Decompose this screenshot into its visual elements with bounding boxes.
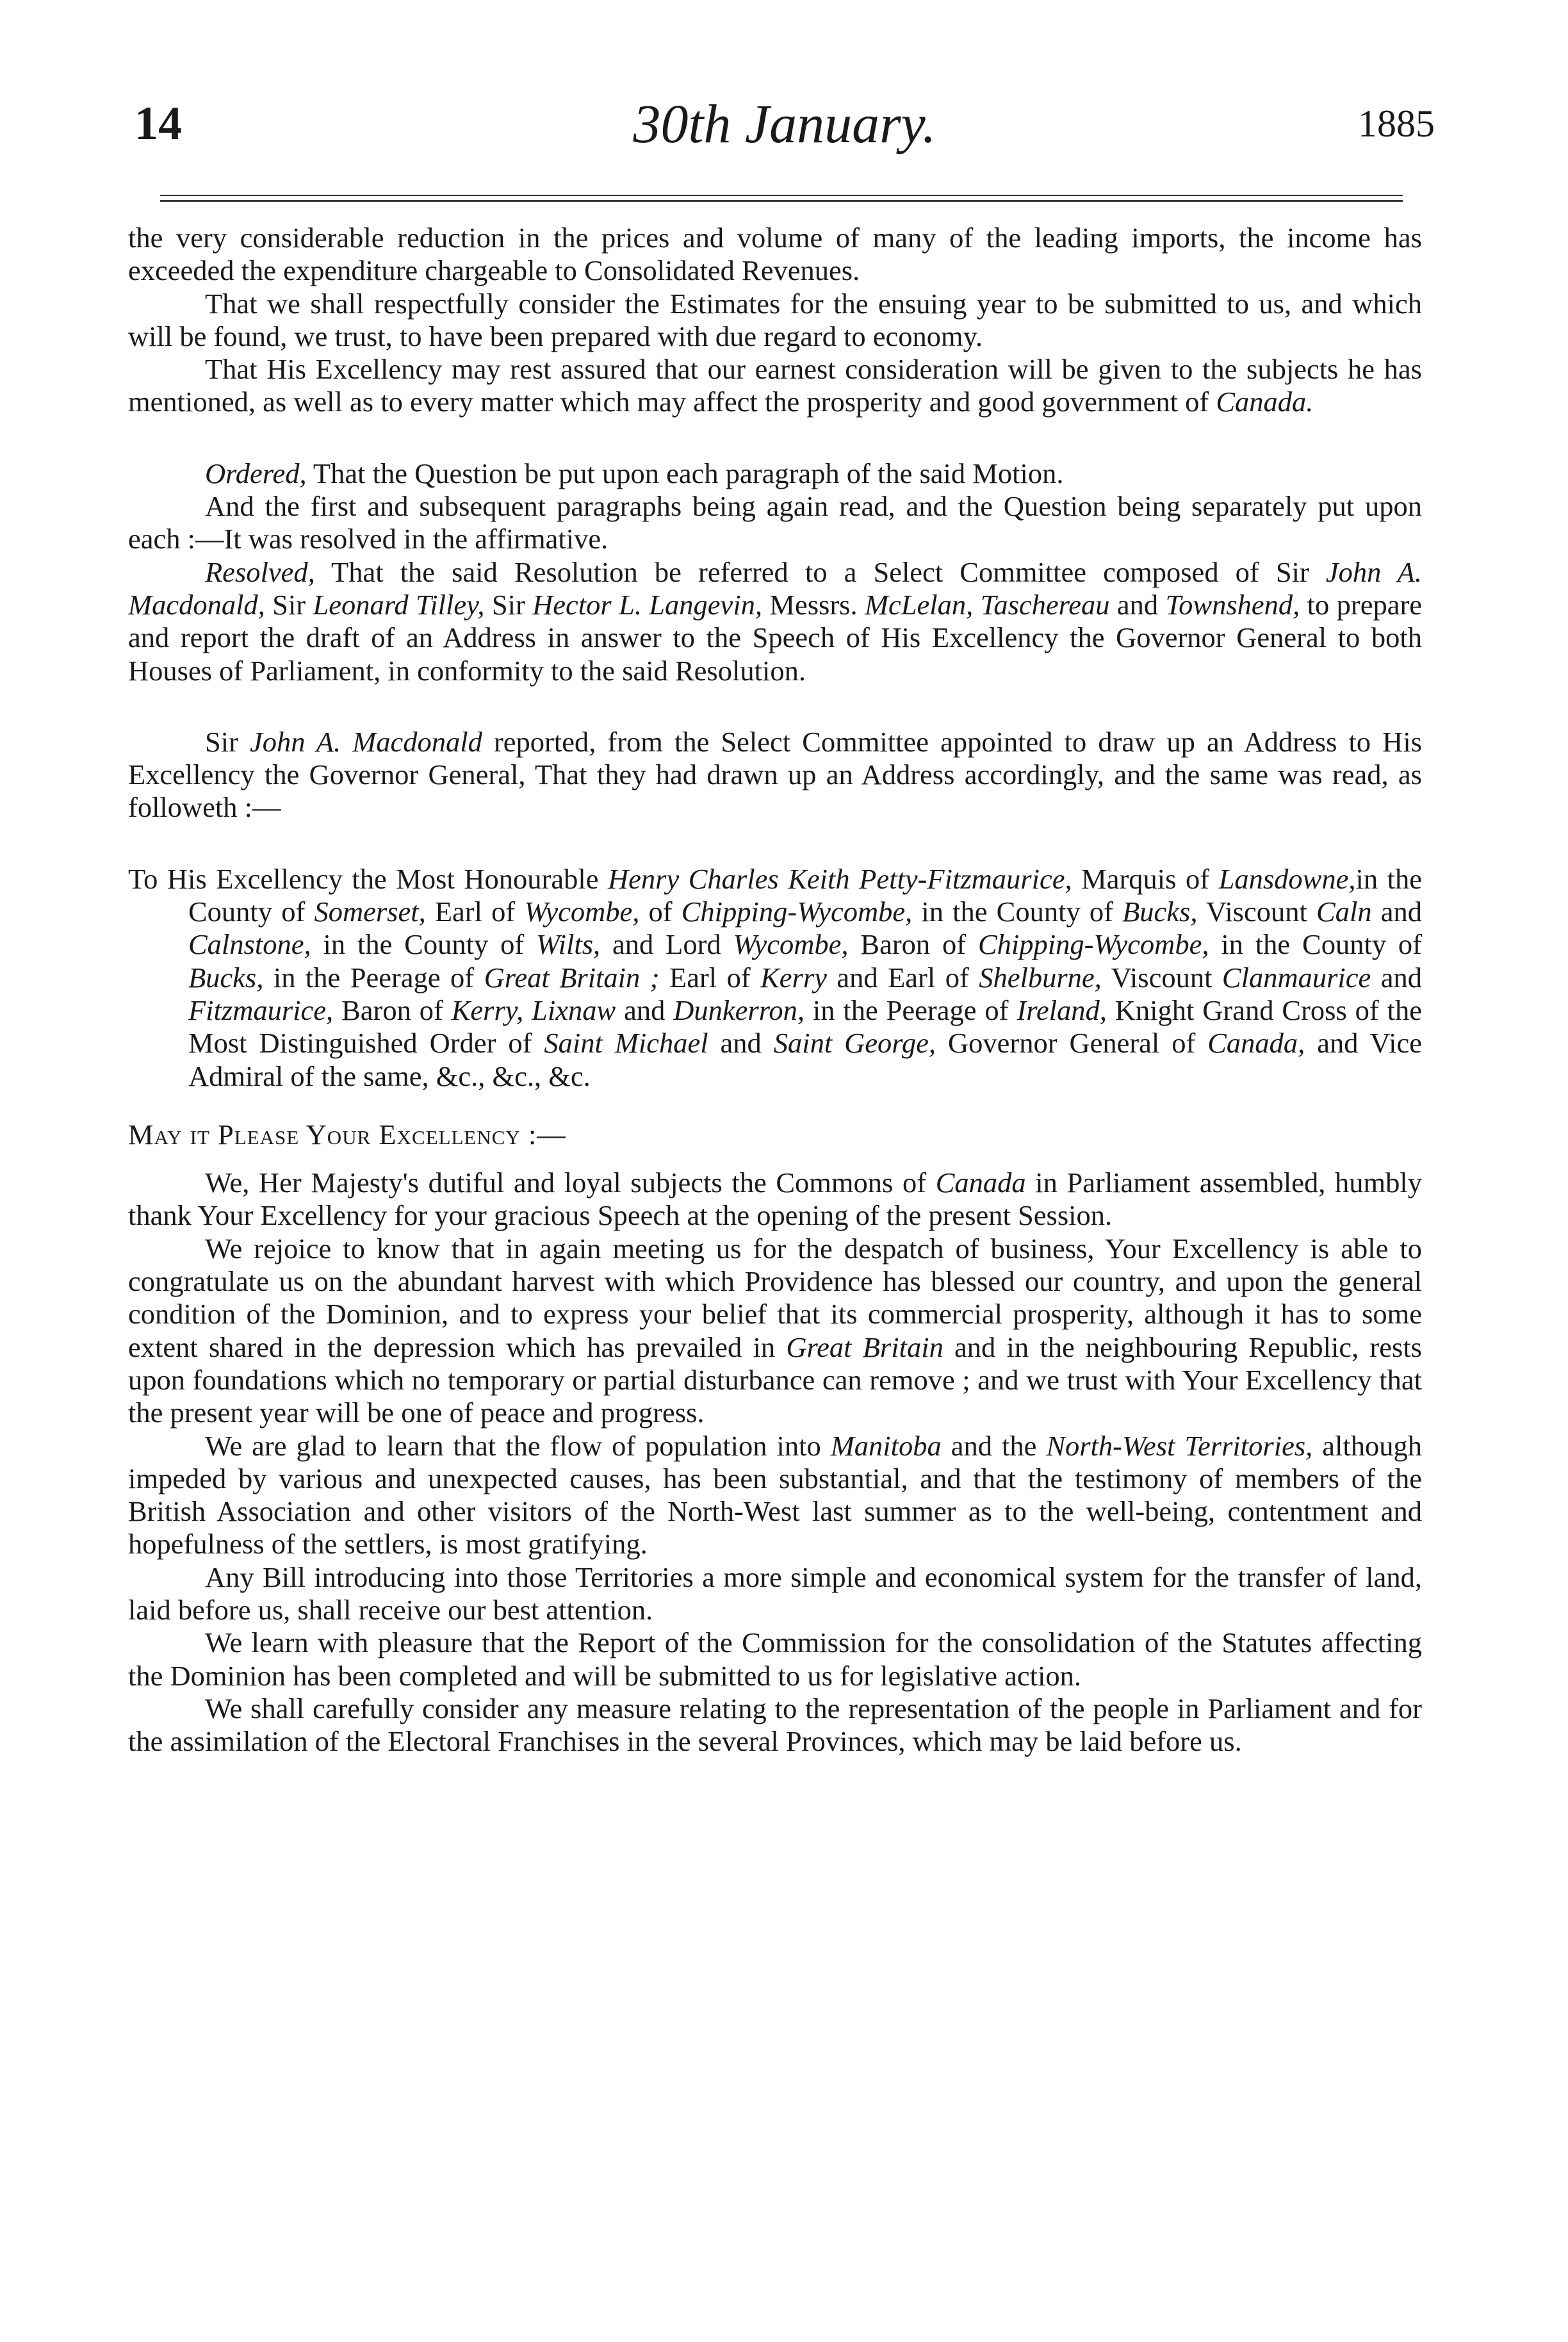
paragraph-harvest: We rejoice to know that in again meeting us for the despatch of business, Your Excellency is able to congratulate us on the abundant harvest with which Providence has blessed our country, and upon the general condition of the Dominion, and to express your belief that its commercial prosperity, although it has to some extent shared in the depression which has prevailed in Great Britain and in the neighbouring Republic, rests upon foundations which no temporary or partial disturbance can remove ; and we trust with Your Excellency that the present year will be one of peace and progress. — [128, 1232, 1422, 1429]
salutation: May it Please Your Excellency :— — [128, 1118, 566, 1151]
running-title: 30th January. — [633, 93, 936, 154]
page-number: 14 — [135, 97, 182, 150]
paragraph-thanks: We, Her Majesty's dutiful and loyal subjects the Commons of Canada in Parliament assembled, humbly thank Your Excellency for your gracious Speech at the opening of the present Session. — [128, 1167, 1422, 1232]
page-body — [128, 222, 1422, 1758]
header-rule — [160, 195, 1403, 202]
paragraph-assurance: That His Excellency may rest assured that our earnest consideration will be given to the subjects he has mentioned, as well as to every matter which may affect the prosperity and good government of Canada. — [128, 353, 1422, 418]
paragraph-resolved-committee: Resolved, That the said Resolution be referred to a Select Committee composed of Sir John A. Macdonald, Sir Leonard Tilley, Sir Hector L. Langevin, Messrs. McLelan, Taschereau and Townshend, to prepare and report the draft of an Address in answer to the Speech of His Excellency the Governor General to both Houses of Parliament, in conformity to the said Resolution. — [128, 555, 1423, 687]
paragraph-reported: Sir John A. Macdonald reported, from the Select Committee appointed to draw up an Address to His Excellency the Governor General, That they had drawn up an Address accordingly, and the same was read, as followeth :— — [128, 725, 1422, 824]
paragraph-population: We are glad to learn that the flow of population into Manitoba and the North-West Territories, although impeded by various and unexpected causes, has been substantial, and that the testimony of members of the British Association and other visitors of the North-West last summer as to the well-being, contentment and hopefulness of the settlers, is most gratifying. — [128, 1429, 1423, 1560]
paragraph-resolved-affirmative: And the first and subsequent paragraphs being again read, and the Question being separately put upon each :—It was resolved in the affirmative. — [128, 490, 1422, 555]
paragraph-franchise: We shall carefully consider any measure relating to the representation of the people in Parliament and for the assimilation of the Electoral Franchises in the several Provinces, which may be laid before us. — [128, 1692, 1422, 1758]
paragraph-statutes: We learn with pleasure that the Report of the Commission for the consolidation of the Statutes affecting the Dominion has been completed and will be submitted to us for legislative action. — [128, 1626, 1422, 1692]
address-heading: To His Excellency the Most Honourable Henry Charles Keith Petty-Fitzmaurice, Marquis of Lansdowne,in the County of Somerset, Earl of Wycombe, of Chipping-Wycombe, in the County of Bucks, Viscount Caln and Calnstone, in the County of Wilts, and Lord Wycombe, Baron of Chipping-Wycombe, in the County of Bucks, in the Peerage of Great Britain ; Earl of Kerry and Earl of Shelburne, Viscount Clanmaurice and Fitzmaurice, Baron of Kerry, Lixnaw and Dunkerron, in the Peerage of Ireland, Knight Grand Cross of the Most Distinguished Order of Saint Michael and Saint George, Governor General of Canada, and Vice Admiral of the same, &c., &c., &c. — [128, 862, 1423, 1092]
page-header — [135, 88, 1435, 159]
paragraph-estimates: That we shall respectfully consider the Estimates for the ensuing year to be submitted to us, and which will be found, we trust, to have been prepared with due regard to economy. — [128, 287, 1422, 352]
paragraph-ordered: Ordered, That the Question be put upon each paragraph of the said Motion. — [205, 457, 1064, 489]
paragraph-land-bill: Any Bill introducing into those Territories a more simple and economical system for the transfer of land, laid before us, shall receive our best attention. — [128, 1560, 1422, 1626]
paragraph-continuation: the very considerable reduction in the prices and volume of many of the leading imports, the income has exceeded the expenditure chargeable to Consolidated Revenues. — [128, 222, 1422, 287]
header-year: 1885 — [1358, 102, 1435, 145]
